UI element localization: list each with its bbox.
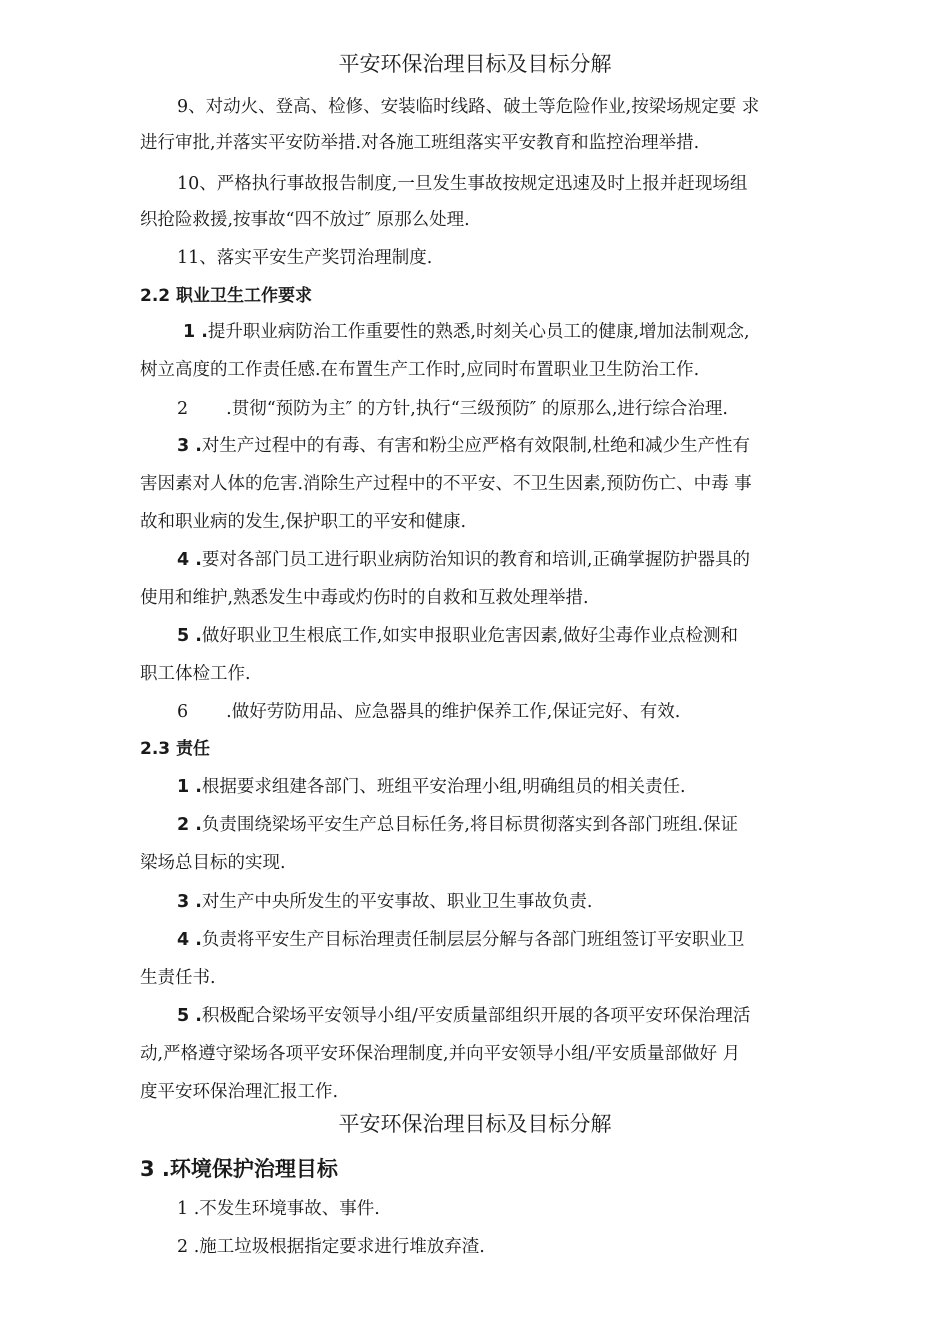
list-item — [177, 1197, 380, 1221]
paragraph-line: 职工体检工作. — [140, 664, 251, 684]
item-text: 提升职业病防治工作重要性的熟悉,时刻关心员工的健康,增加法制观念, — [207, 322, 750, 342]
item-number: 5 . — [177, 626, 202, 646]
paragraph-line: 梁场总目标的实现. — [140, 853, 286, 873]
item-text: 根据要求组建各部门、班组平安治理小组,明确组员的相关责任. — [201, 777, 686, 797]
paragraph-line: 11、落实平安生产奖罚治理制度. — [177, 248, 433, 268]
item-number: 2 — [177, 399, 189, 419]
list-item — [177, 1004, 750, 1028]
item-text: 对生产过程中的有毒、有害和粉尘应严格有效限制,杜绝和减少生产性有 — [201, 436, 750, 456]
paragraph-line: 织抢险救援,按事故“四不放过″ 原那么处理. — [140, 210, 470, 230]
item-number: 1 . — [177, 777, 202, 797]
list-item — [177, 548, 750, 572]
paragraph-line: 使用和维护,熟悉发生中毒或灼伤时的自救和互救处理举措. — [140, 588, 589, 608]
page-title: 平安环保治理目标及目标分解 — [338, 1112, 612, 1136]
item-number: 2 . — [177, 1237, 200, 1257]
item-number: 1 . — [183, 322, 208, 342]
list-item — [177, 700, 680, 724]
list-item — [177, 397, 728, 421]
list-item — [183, 320, 750, 344]
list-item — [177, 434, 750, 458]
paragraph-line: 树立高度的工作责任感.在布置生产工作时,应同时布置职业卫生防治工作. — [140, 360, 700, 380]
item-number: 4 . — [177, 930, 202, 950]
paragraph-line: 动,严格遵守梁场各项平安环保治理制度,并向平安领导小组/平安质量部做好 月 — [140, 1044, 741, 1064]
list-item — [177, 928, 744, 952]
list-item — [177, 775, 686, 799]
page-title: 平安环保治理目标及目标分解 — [338, 52, 612, 76]
section-heading: 2.3 责任 — [140, 739, 211, 759]
item-number: 5 . — [177, 1006, 202, 1026]
item-number: 3 . — [177, 892, 202, 912]
list-item — [177, 624, 738, 648]
paragraph-line: 9、对动火、登高、检修、安装临时线路、破土等危险作业,按梁场规定要 求 — [177, 97, 760, 117]
item-number: 3 . — [177, 436, 202, 456]
item-text: .贯彻“预防为主″ 的方针,执行“三级预防″ 的原那么,进行综合治理. — [226, 399, 728, 419]
item-text: 要对各部门员工进行职业病防治知识的教育和培训,正确掌握防护器具的 — [201, 550, 750, 570]
item-number: 2 . — [177, 815, 202, 835]
section-heading: 2.2 职业卫生工作要求 — [140, 286, 313, 306]
item-text: 负责将平安生产目标治理责任制层层分解与各部门班组签订平安职业卫 — [201, 930, 745, 950]
list-item — [177, 890, 592, 914]
item-number: 4 . — [177, 550, 202, 570]
item-text: 对生产中央所发生的平安事故、职业卫生事故负责. — [201, 892, 593, 912]
item-number: 1 . — [177, 1199, 200, 1219]
item-text: 不发生环境事故、事件. — [199, 1199, 380, 1219]
item-text: .做好劳防用品、应急器具的维护保养工作,保证完好、有效. — [226, 702, 681, 722]
paragraph-line: 进行审批,并落实平安防举措.对各施工班组落实平安教育和监控治理举措. — [140, 133, 700, 153]
item-text: 积极配合梁场平安领导小组/平安质量部组织开展的各项平安环保治理活 — [201, 1006, 751, 1026]
list-item — [177, 813, 738, 837]
section-heading: 3 .环境保护治理目标 — [140, 1157, 338, 1181]
item-text: 做好职业卫生根底工作,如实申报职业危害因素,做好尘毒作业点检测和 — [201, 626, 739, 646]
paragraph-line: 度平安环保治理汇报工作. — [140, 1082, 339, 1102]
item-text: 施工垃圾根据指定要求进行堆放弃渣. — [199, 1237, 485, 1257]
paragraph-line: 10、严格执行事故报告制度,一旦发生事故按规定迅速及时上报并赶现场组 — [177, 174, 748, 194]
item-text: 负责围绕梁场平安生产总目标任务,将目标贯彻落实到各部门班组.保证 — [201, 815, 739, 835]
paragraph-line: 生责任书. — [140, 968, 216, 988]
paragraph-line: 害因素对人体的危害.消除生产过程中的不平安、不卫生因素,预防伤亡、中毒 事 — [140, 474, 752, 494]
paragraph-line: 故和职业病的发生,保护职工的平安和健康. — [140, 512, 467, 532]
list-item — [177, 1235, 485, 1259]
item-number: 6 — [177, 702, 189, 722]
